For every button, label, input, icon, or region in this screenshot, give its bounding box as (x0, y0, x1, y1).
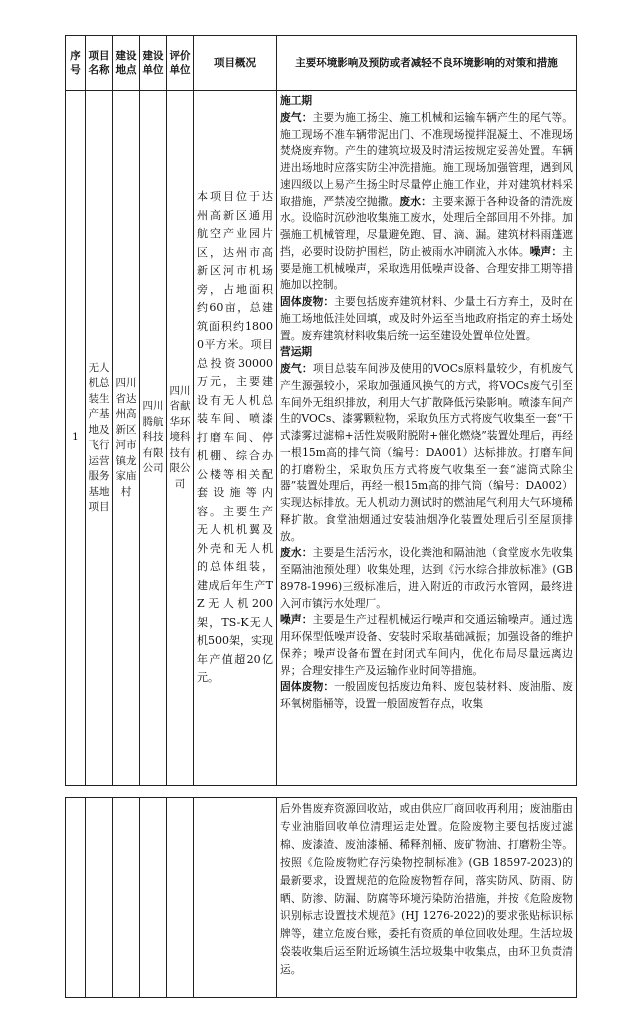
cell-evaluation-unit: 四川省献华环境科技有限公司 (167, 91, 194, 786)
cell-empty (66, 798, 86, 998)
o-noise-label: 噪声： (280, 613, 313, 627)
header-location: 建设地点 (113, 36, 140, 91)
cell-overview: 本项目位于达州高新区通用航空产业园片区，达州市高新区河市机场旁，占地面积约60亩，总建筑面积约18000平方米。项目总投资30000万元，主要建设有无人机总装车间、喷漆打磨车间、停机棚、综合办公楼等相关配套设施等内容。主要生产无人机机翼及外壳和无人机的总体组装，建成后年生产TZ无人机200架，TS-K无人机500架，实现年产值超20亿元。 (194, 91, 277, 786)
o-solid-text: 一般固废包括废边角料、废包装材料、废油脂、废环氧树脂桶等，设置一般固废暂存点，收集 (280, 680, 573, 710)
header-construction-unit: 建设单位 (140, 36, 167, 91)
cell-empty (113, 798, 140, 998)
cell-empty (194, 798, 277, 998)
continuation-table (65, 797, 577, 998)
o-water-text: 主要是生活污水，设化粪池和隔油池（食堂废水先收集至隔油池预处理）收集处理，达到《污水综合排放标准》(GB8978-1996)三级标准后，进入附近的市政污水管网，最终进入河市镇污水处理厂。 (280, 546, 573, 610)
operation-noise (280, 612, 573, 679)
c-gas-label: 废气： (280, 110, 313, 124)
c-solid-label: 固体废物： (280, 295, 335, 308)
operation-solid (280, 679, 573, 713)
header-overview: 项目概况 (194, 36, 277, 91)
operation-gas (280, 361, 573, 545)
o-gas-label: 废气： (280, 362, 313, 375)
cell-location: 四川省达州高新区河市镇龙家庙村 (113, 91, 140, 786)
cell-construction-unit: 四川腾航科技有限公司 (140, 91, 167, 786)
o-water-label: 废水： (280, 546, 313, 560)
c-noise-text: 主要是施工机械噪声，采取选用低噪声设备、合理安排工期等措施加以控制。 (280, 244, 573, 292)
c-solid-text: 主要包括废弃建筑材料、少量土石方弃土，及时在施工场地低洼处回填，或及时外运至当地政府指定的弃土场处置。废弃建筑材料收集后统一运至建设处置单位处置。 (280, 295, 573, 342)
table-header-row (66, 36, 577, 91)
project-table (65, 35, 577, 786)
header-evaluation-unit: 评价单位 (167, 36, 194, 91)
o-noise-text: 主要是生产过程机械运行噪声和交通运输噪声。通过选用环保型低噪声设备、安装时采取基础减振；加强设备的维护保养；噪声设备布置在封闭式车间内，优化布局尽量远离边界；合理安排生产及运输作业时间等措施。 (280, 613, 573, 677)
c-gas-text: 主要为施工扬尘、施工机械和运输车辆产生的尾气等。施工现场不准车辆带泥出门、不准现场搅拌混凝土、不准现场焚烧废弃物。产生的建筑垃圾及时清运按规定妥善处置。车辆进出场地时应落实防尘冲洗措施。施工现场加强管理，遇到风速四级以上易产生扬尘时尽量停止施工作业，并对建筑材料采取措施，严禁凌空抛撒。 (280, 110, 573, 208)
table-row (66, 91, 577, 786)
construction-solid (280, 294, 573, 344)
cell-empty (86, 798, 113, 998)
cell-empty (167, 798, 194, 998)
construction-heading: 施工期 (280, 94, 313, 107)
operation-heading: 营运期 (280, 345, 313, 359)
header-no: 序号 (66, 36, 86, 91)
construction-measures (280, 110, 573, 294)
c-water-text: 主要来源于各种设备的清洗废水。设临时沉砂池收集施工废水，处理后全部回用不外排。加强施工机械管理，尽量避免跑、冒、滴、漏。建筑材料雨蓬遮挡，必要时设防护围栏，防止被雨水冲刷流入水体。 (280, 194, 573, 258)
operation-water (280, 545, 573, 612)
o-gas-text: 项目总装车间涉及使用的VOCs原料量较少，有机废气产生源强较小，采取加强通风换气的方式，将VOCs废气引至车间外无组织排放，利用大气扩散降低污染影响。喷漆车间产生的VOCs、漆雾颗粒物，采取负压方式将废气收集至一套“干式漆雾过滤棉+活性炭吸附脱附+催化燃烧”装置处理后，再经一根15m高的排气筒（编号：DA001）达标排放。打磨车间的打磨粉尘，采取负压方式将废气收集至一套“滤筒式除尘器”装置处理后，再经一根15m高的排气筒（编号：DA002）实现达标排放。无人机动力测试时的燃油尾气利用大气环境稀释扩散。食堂油烟通过安装油烟净化装置处理后引至屋顶排放。 (280, 362, 573, 543)
cell-project-name: 无人机总装生产基地及飞行运营服务基地项目 (86, 91, 113, 786)
cell-empty (140, 798, 167, 998)
table-row-continued (66, 798, 577, 998)
cell-measures-continued: 后外售废弃资源回收站，或由供应厂商回收再利用；废油脂由专业油脂回收单位清理运走处置。危险废物主要包括废过滤棉、废漆渣、废油漆桶、稀释剂桶、废矿物油、打磨粉尘等。按照《危险废物贮存污染物控制标准》(GB 18597-2023)的最新要求，设置规范的危险废物暂存间，落实防风、防雨、防晒、防渗、防漏、防腐等环境污染防治措施，并按《危险废物识别标志设置技术规范》(HJ 1276-2022)的要求张贴标识标牌等，建立危废台账，委托有资质的单位回收处理。生活垃圾袋装收集后运至附近场镇生活垃圾集中收集点，由环卫负责清运。 (277, 798, 577, 998)
header-measures: 主要环境影响及预防或者减轻不良环境影响的对策和措施 (277, 36, 577, 91)
cell-no: 1 (66, 91, 86, 786)
c-noise-label: 噪声： (529, 244, 563, 258)
header-project-name: 项目名称 (86, 36, 113, 91)
c-water-label: 废水： (399, 194, 432, 208)
cell-measures (277, 91, 577, 786)
o-solid-label: 固体废物： (280, 680, 335, 694)
